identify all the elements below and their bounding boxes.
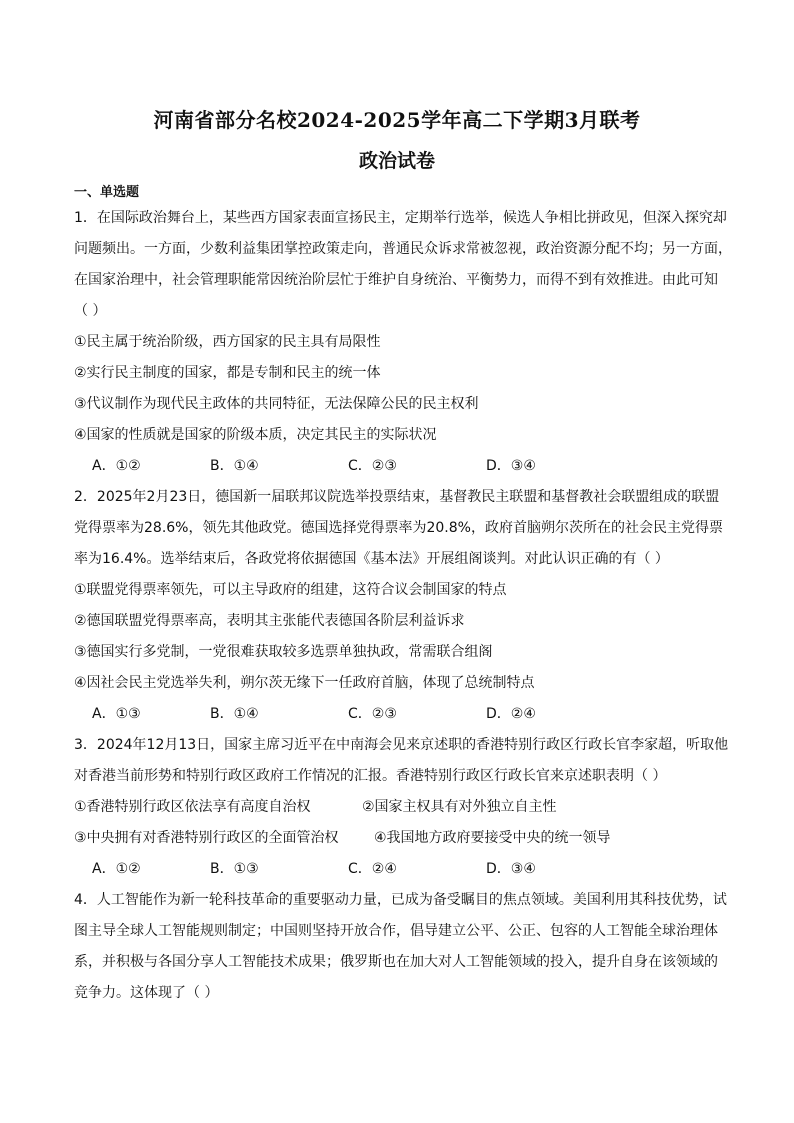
q1-stem-line: 在国家治理中，社会管理职能常因统治阶层忙于维护自身统治、平衡势力，而得不到有效推进。由此可知 [74, 272, 718, 288]
q1-stem-line: （ ） [74, 303, 107, 319]
q2-statement: ③德国实行多党制，一党很难获取较多选票单独执政，常需联合组阁 [74, 644, 493, 660]
q2-option-d[interactable]: D．②④ [486, 706, 536, 722]
q2-stem-line: 率为16.4%。选举结束后，各政党将依据德国《基本法》开展组阁谈判。对此认识正确的有（ ） [74, 551, 669, 567]
q4-stem-line: 竞争力。这体现了（ ） [74, 985, 219, 1001]
q2-options [92, 705, 732, 723]
exam-title: 河南省部分名校2024-2025学年高二下学期3月联考 [153, 108, 641, 132]
section-heading: 一、单选题 [74, 185, 140, 200]
q1-statement: ③代议制作为现代民主政体的共同特征，无法保障公民的民主权利 [74, 396, 479, 412]
q1-stem-line: 问题频出。一方面，少数利益集团掌控政策走向，普通民众诉求常被忽视，政治资源分配不均；另一方面， [74, 241, 732, 257]
q3-statement: ③中央拥有对香港特别行政区的全面管治权 [74, 830, 339, 846]
q2-statement: ②德国联盟党得票率高，表明其主张能代表德国各阶层利益诉求 [74, 613, 465, 629]
q1-option-a[interactable]: A．①② [92, 458, 141, 474]
q4-stem-line: 系，并积极与各国分享人工智能技术成果；俄罗斯也在加大对人工智能领域的投入，提升自身在该领域的 [74, 954, 718, 970]
q1-option-d[interactable]: D．③④ [486, 458, 536, 474]
q2-option-b[interactable]: B．①④ [210, 706, 259, 722]
q3-stem-line: 对香港当前形势和特别行政区政府工作情况的汇报。香港特别行政区行政长官来京述职表明（ ） [74, 768, 667, 784]
q4-stem-line: 图主导全球人工智能规则制定；中国则坚持开放合作，倡导建立公平、公正、包容的人工智能全球治理体 [74, 923, 718, 939]
q2-stem-line: 党得票率为28.6%，领先其他政党。德国选择党得票率为20.8%，政府首脑朔尔茨所在的社会民主党得票 [74, 520, 723, 536]
q1-option-c[interactable]: C．②③ [348, 458, 397, 474]
q4-stem-line: 4．人工智能作为新一轮科技革命的重要驱动力量，已成为备受瞩目的焦点领域。美国利用其科技优势，试 [74, 892, 727, 908]
q2-statement: ④因社会民主党选举失利，朔尔茨无缘下一任政府首脑，体现了总统制特点 [74, 675, 535, 691]
q3-stem-line: 3．2024年12月13日，国家主席习近平在中南海会见来京述职的香港特别行政区行政长官李家超，听取他 [74, 737, 729, 753]
q3-statement: ②国家主权具有对外独立自主性 [362, 799, 557, 815]
q1-statement: ②实行民主制度的国家，都是专制和民主的统一体 [74, 365, 381, 381]
q3-options [92, 860, 732, 878]
q3-option-d[interactable]: D．③④ [486, 861, 536, 877]
q3-option-b[interactable]: B．①③ [210, 861, 259, 877]
q2-stem-line: 2．2025年2月23日，德国新一届联邦议院选举投票结束，基督教民主联盟和基督教社会联盟组成的联盟 [74, 489, 720, 505]
q1-statement: ①民主属于统治阶级，西方国家的民主具有局限性 [74, 334, 381, 350]
q1-option-b[interactable]: B．①④ [210, 458, 259, 474]
q3-option-a[interactable]: A．①② [92, 861, 141, 877]
q2-option-a[interactable]: A．①③ [92, 706, 141, 722]
q2-option-c[interactable]: C．②③ [348, 706, 397, 722]
q1-stem-line: 1．在国际政治舞台上，某些西方国家表面宣扬民主，定期举行选举，候选人争相比拼政见，但深入探究却 [74, 210, 727, 226]
q3-statement: ①香港特别行政区依法享有高度自治权 [74, 799, 311, 815]
q3-option-c[interactable]: C．②④ [348, 861, 397, 877]
exam-subject: 政治试卷 [358, 150, 435, 172]
q2-statement: ①联盟党得票率领先，可以主导政府的组建，这符合议会制国家的特点 [74, 582, 507, 598]
q3-statement: ④我国地方政府要接受中央的统一领导 [374, 830, 611, 846]
q1-statement: ④国家的性质就是国家的阶级本质，决定其民主的实际状况 [74, 427, 437, 443]
q1-options [92, 457, 732, 475]
